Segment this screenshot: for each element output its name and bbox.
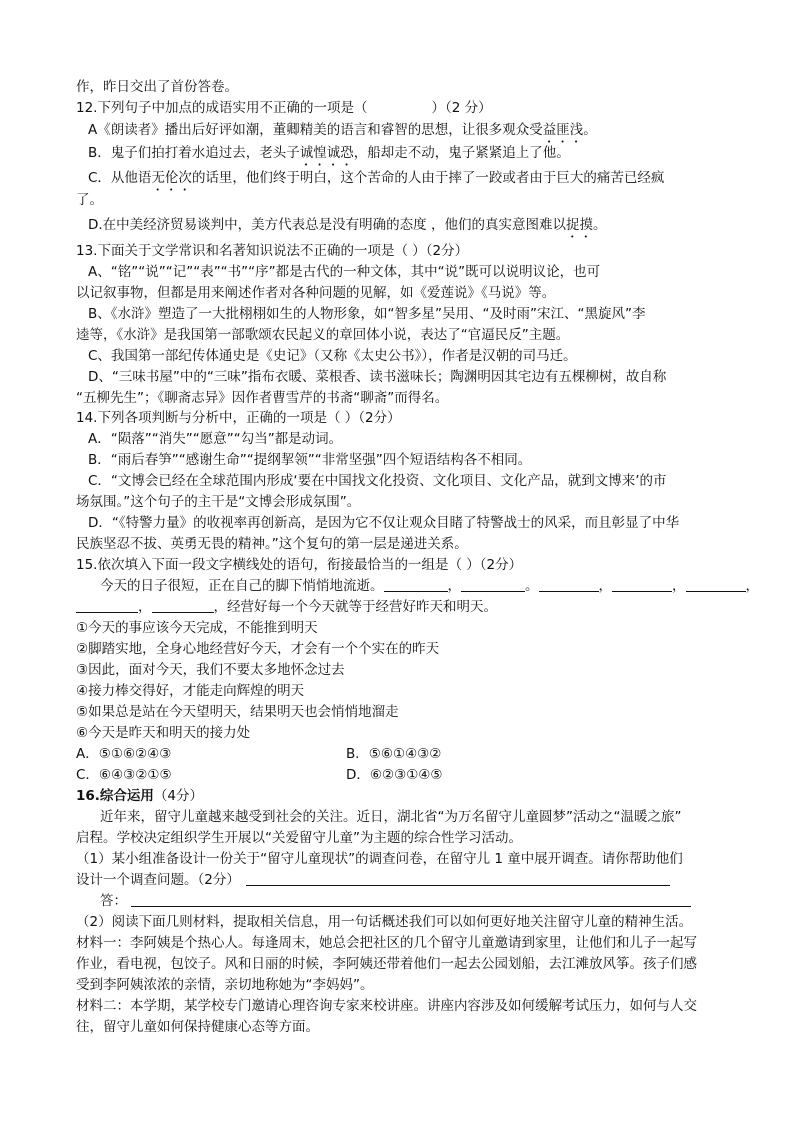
question-15-options-ab [76,744,726,764]
question-14-stem: 14.下列各项判断与分析中，正确的一项是（ ）（2分） [76,410,401,426]
option-a[interactable]: A．⑤①⑥②④③ [76,746,172,762]
question-15-passage: 今天的日子很短，正在自己的脚下悄悄地流逝。 ， 。 ， ， ， [100,578,759,594]
question-12-option-a: A《朗读者》播出后好评如潮，董卿精美的语言和睿智的思想，让很多观众受益匪浅。 [88,122,597,138]
question-13-option-c: C、我国第一部纪传体通史是《史记》（又称《太史公书》），作者是汉朝的司马迁。 [88,348,577,364]
text-line: 民族坚忍不拔、英勇无畏的精神。”这个复句的第一层是递进关系。 [76,536,468,552]
question-12-option-c: C．从他语无伦次的话里，他们终于明白，这个苦命的人由于摔了一跤或者由于巨大的痛苦已经疯 [88,170,665,186]
question-12-stem: 12.下列句子中加点的成语实用不正确的一项是（ ）（2 分） [76,100,492,116]
answer-line[interactable] [131,892,691,907]
text-line: 近年来，留守儿童越来越受到社会的关注。近日，湖北省“为万名留守儿童圆梦”活动之“温暖之旅” [100,809,682,825]
text-line: 逵等，《水浒》是我国第一部歌颂农民起义的章回体小说，表达了“官逼民反”主题。 [76,327,570,343]
text-line: 了。 [76,192,103,208]
text-line: 场氛围。”这个句子的主干是“文博会形成氛围”。 [76,494,361,510]
sentence-2: ②脚踏实地，全身心地经营好今天，才会有一个个实在的昨天 [76,641,440,657]
option-d[interactable]: D．⑥②③①④⑤ [346,767,443,783]
text-line: 启程。学校决定组织学生开展以“关爱留守儿童”为主题的综合性学习活动。 [76,830,522,846]
material-1: 受到李阿姨浓浓的亲情，亲切地称她为“李妈妈”。 [76,977,374,993]
question-15-passage: ， ，经营好每一个今天就等于经营好昨天和明天。 [76,597,726,617]
sub-question-1: 设计一个调查问题。（2分） [76,870,726,890]
question-14-option-c: C．“文博会已经在全球范围内形成‘要在中国找文化投资、文化项目、文化产品，就到文博来’的市 [88,473,667,489]
answer-line[interactable] [246,871,670,886]
question-12-option-d: D.在中美经济贸易谈判中，美方代表总是没有明确的态度 ，他们的真实意图难以捉摸。 [88,217,607,233]
question-15-options-cd [76,765,726,785]
fill-blank[interactable] [76,598,138,613]
question-13-option-d: D、“三味书屋”中的“三味”指布衣暖、菜根香、读书滋味长；陶渊明因其宅边有五棵柳树，故自称 [88,369,667,385]
question-12-option-b: B．鬼子们拍打着水追过去，老头子诚惶诚恐，船却走不动，鬼子紧紧追上了他。 [88,145,570,161]
question-14-option-d: D．“《特警力量》的收视率再创新高，是因为它不仅让观众目睹了特警战士的风采，而且彰显了中华 [88,515,680,531]
sentence-5: ⑤如果总是站在今天望明天，结果明天也会悄悄地溜走 [76,704,399,720]
sentence-4: ④接力棒交得好，才能走向辉煌的明天 [76,683,305,699]
question-14-option-a: A．“陨落”“消失”“愿意”“勾当”都是动词。 [88,431,343,447]
fill-blank[interactable] [461,577,525,592]
material-1: 作业，看电视，包饺子。风和日丽的时候，李阿姨还带着他们一起去公园划船，去江滩放风筝。孩子们感 [76,956,697,972]
sentence-1: ①今天的事应该今天完成，不能推到明天 [76,620,318,636]
fill-blank[interactable] [539,577,599,592]
fill-blank[interactable] [686,577,746,592]
material-2: 往，留守儿童如何保持健康心态等方面。 [76,1019,319,1035]
question-15-stem: 15.依次填入下面一段文字横线处的语句，衔接最恰当的一组是（ ）（2分） [76,557,523,573]
sub-question-2: （2）阅读下面几则材料，提取相关信息，用一句话概述我们可以如何更好地关注留守儿童的精神生活。 [76,914,693,930]
fill-blank[interactable] [384,577,448,592]
text-line: 作，昨日交出了首份答卷。 [76,79,238,95]
answer-row: 答： [100,891,750,911]
question-13-stem: 13.下面关于文学常识和名著知识说法不正确的一项是（ ）（2分） [76,243,469,259]
material-1: 材料一：李阿姨是个热心人。每逢周末，她总会把社区的几个留守儿童邀请到家里，让他们和儿子一起写 [76,935,697,951]
question-13-option-a: A、“铭”“说”“记”“表”“书”“序”都是古代的一种文体，其中“说”既可以说明议论，也可 [88,264,601,280]
question-13-option-b: B、《水浒》塑造了一大批栩栩如生的人物形象，如“智多星”吴用、“及时雨”宋江、“黑旋风”李 [88,306,646,322]
sentence-3: ③因此，面对今天，我们不要太多地怀念过去 [76,662,345,678]
question-14-option-b: B．“雨后春笋”“感谢生命”“提纲挈领”“非常坚强”四个短语结构各不相同。 [88,452,532,468]
sub-question-1: （1）某小组准备设计一份关于“留守儿童现状”的调查问卷，在留守儿 1 童中展开调查。请你帮助他们 [76,851,683,867]
material-2: 材料二：本学期，某学校专门邀请心理咨询专家来校讲座。讲座内容涉及如何缓解考试压力，如何与人交 [76,998,697,1014]
option-c[interactable]: C．⑥④③②①⑤ [76,767,172,783]
question-16-title: 16.综合运用（4分） [76,788,204,804]
text-line: “五柳先生”；《聊斋志异》因作者曹雪芹的书斋“聊斋”而得名。 [76,390,449,406]
text-line: 以记叙事物，但都是用来阐述作者对各种问题的见解，如《爱莲说》《马说》等。 [76,285,556,301]
sentence-6: ⑥今天是昨天和明天的接力处 [76,725,251,741]
fill-blank[interactable] [152,598,214,613]
option-b[interactable]: B．⑤⑥①④③② [346,746,442,762]
fill-blank[interactable] [612,577,672,592]
